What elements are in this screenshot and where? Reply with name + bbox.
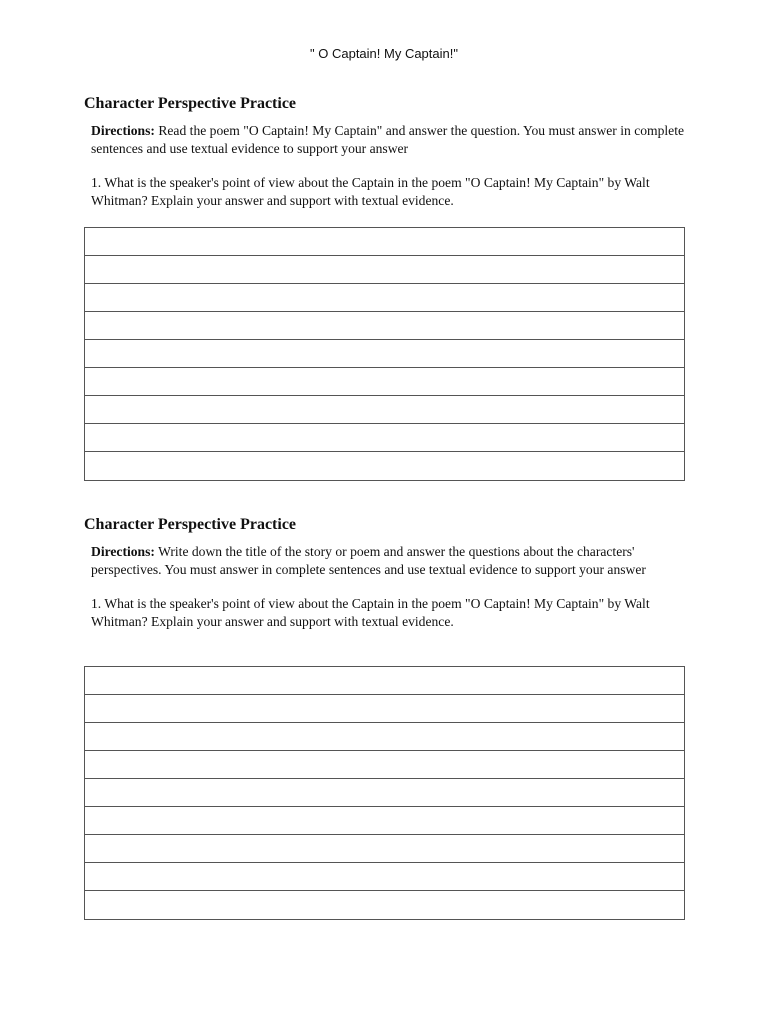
answer-line[interactable] <box>85 396 684 424</box>
answer-line[interactable] <box>85 312 684 340</box>
answer-line[interactable] <box>85 695 684 723</box>
answer-line[interactable] <box>85 835 684 863</box>
directions-text: Write down the title of the story or poem and answer the questions about the characters' perspectives. You must answer in complete sentences and use textual evidence to support your answer <box>91 544 646 577</box>
answer-line[interactable] <box>85 452 684 480</box>
answer-box-1[interactable] <box>84 227 685 481</box>
directions <box>91 543 684 579</box>
answer-line[interactable] <box>85 228 684 256</box>
answer-line[interactable] <box>85 340 684 368</box>
answer-line[interactable] <box>85 368 684 396</box>
section-title: Character Perspective Practice <box>84 95 297 112</box>
answer-line[interactable] <box>85 891 684 919</box>
section-1 <box>84 94 684 210</box>
answer-line[interactable] <box>85 807 684 835</box>
answer-box-2[interactable] <box>84 666 685 920</box>
directions <box>91 122 684 158</box>
answer-line[interactable] <box>85 863 684 891</box>
answer-line[interactable] <box>85 284 684 312</box>
answer-line[interactable] <box>85 751 684 779</box>
directions-label: Directions: <box>91 123 155 138</box>
directions-text: Read the poem "O Captain! My Captain" and answer the question. You must answer in complete sentences and use textual evidence to support your answer <box>91 123 685 156</box>
directions-label: Directions: <box>91 544 155 559</box>
answer-line[interactable] <box>85 779 684 807</box>
question: 1. What is the speaker's point of view about the Captain in the poem "O Captain! My Captain" by Walt Whitman? Explain your answer and support with textual evidence. <box>91 596 650 629</box>
answer-line[interactable] <box>85 723 684 751</box>
page-header: " O Captain! My Captain!" <box>310 46 458 61</box>
section-2 <box>84 515 684 631</box>
answer-line[interactable] <box>85 424 684 452</box>
answer-line[interactable] <box>85 667 684 695</box>
section-title: Character Perspective Practice <box>84 516 297 533</box>
answer-line[interactable] <box>85 256 684 284</box>
question: 1. What is the speaker's point of view about the Captain in the poem "O Captain! My Captain" by Walt Whitman? Explain your answer and support with textual evidence. <box>91 175 650 208</box>
